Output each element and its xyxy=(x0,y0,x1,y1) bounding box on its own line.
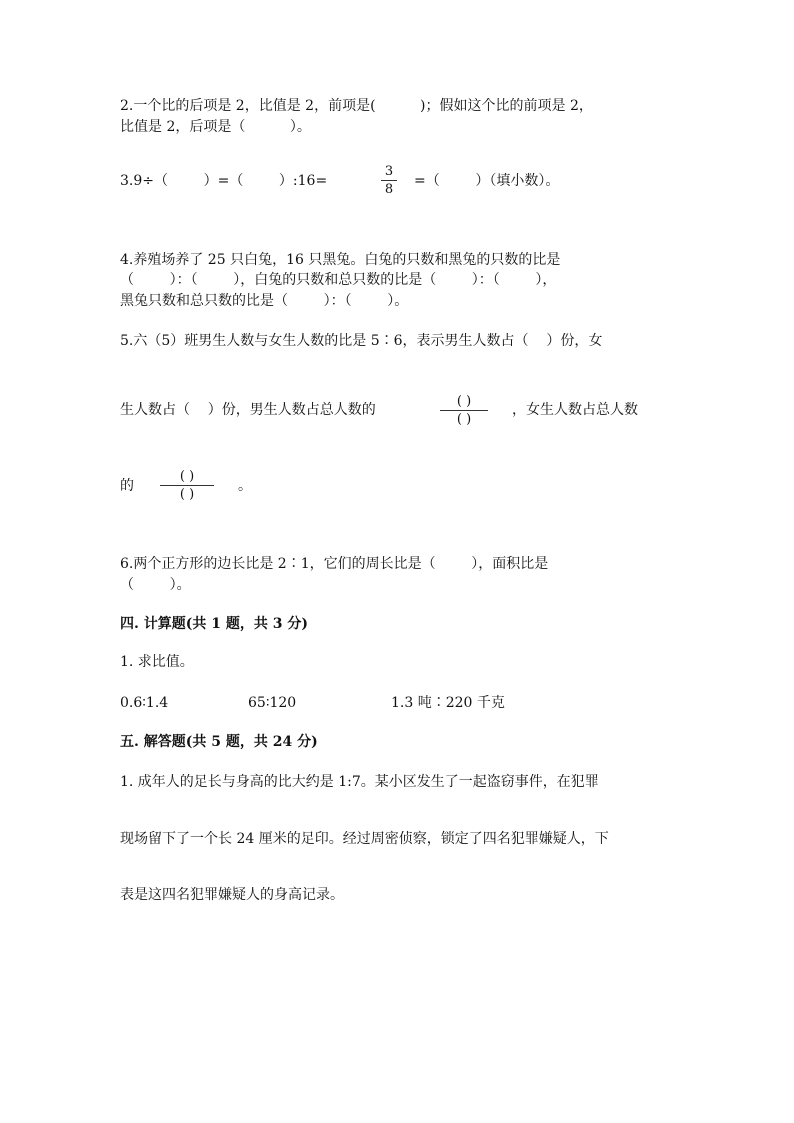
q3-fraction xyxy=(381,164,397,197)
q5-line3b: 。 xyxy=(238,478,252,494)
section5-q1-line2: 现场留下了一个长 24 厘米的足印。经过周密侦察，锁定了四名犯罪嫌疑人，下 xyxy=(120,831,609,847)
q2-line2: 比值是 2，后项是（ ）。 xyxy=(120,119,311,135)
section5-q1-line3: 表是这四名犯罪嫌疑人的身高记录。 xyxy=(120,887,344,903)
q4-line1: 4.养殖场养了 25 只白兔，16 只黑兔。白兔的只数和黑兔的只数的比是 xyxy=(120,252,561,268)
q4-line2: （ ）：（ ），白兔的只数和总只数的比是（ ）：（ ）， xyxy=(120,272,557,288)
q5-boys-fraction xyxy=(440,394,488,427)
q5-girls-frac-bar xyxy=(160,485,214,486)
q4-line3: 黑兔只数和总只数的比是（ ）：（ ）。 xyxy=(120,293,409,309)
calc-item-1: 0.6∶1.4 xyxy=(120,695,169,711)
q5-girls-frac-numerator: ( ) xyxy=(179,469,195,484)
calc-item-3: 1.3 吨∶220 千克 xyxy=(391,695,505,711)
q3-frac-bar xyxy=(381,180,397,181)
q3-frac-denominator: 8 xyxy=(384,182,394,197)
section5-q1-line1: 1. 成年人的足长与身高的比大约是 1:7。某小区发生了一起盗窃事件，在犯罪 xyxy=(120,774,599,790)
q5-girls-fraction xyxy=(160,469,214,502)
q3-before: 3.9÷（ ）=（ ）:16= xyxy=(120,173,328,189)
section5-title: 五. 解答题(共 5 题，共 24 分) xyxy=(120,734,318,750)
q5-line2b: ，女生人数占总人数 xyxy=(512,402,638,418)
q2-line1: 2.一个比的后项是 2，比值是 2，前项是( )；假如这个比的前项是 2， xyxy=(120,98,593,114)
q5-boys-frac-bar xyxy=(440,410,488,411)
calc-item-2: 65∶120 xyxy=(248,695,297,711)
q5-boys-frac-denominator: ( ) xyxy=(456,412,472,427)
q6-line1: 6.两个正方形的边长比是 2∶1，它们的周长比是（ ），面积比是 xyxy=(120,556,549,572)
section4-title: 四. 计算题(共 1 题，共 3 分) xyxy=(120,616,308,632)
q5-girls-frac-denominator: ( ) xyxy=(179,487,195,502)
q3-frac-numerator: 3 xyxy=(384,164,394,179)
q5-line3a: 的 xyxy=(120,478,134,494)
q5-boys-frac-numerator: ( ) xyxy=(456,394,472,409)
q3-after: =（ ）（填小数）。 xyxy=(414,173,560,189)
q5-line1: 5.六（5）班男生人数与女生人数的比是 5∶6，表示男生人数占（ ）份，女 xyxy=(120,333,603,349)
q5-line2a: 生人数占（ ）份，男生人数占总人数的 xyxy=(120,402,376,418)
section4-q1: 1. 求比值。 xyxy=(120,654,194,670)
q6-line2: （ ）。 xyxy=(120,577,191,593)
